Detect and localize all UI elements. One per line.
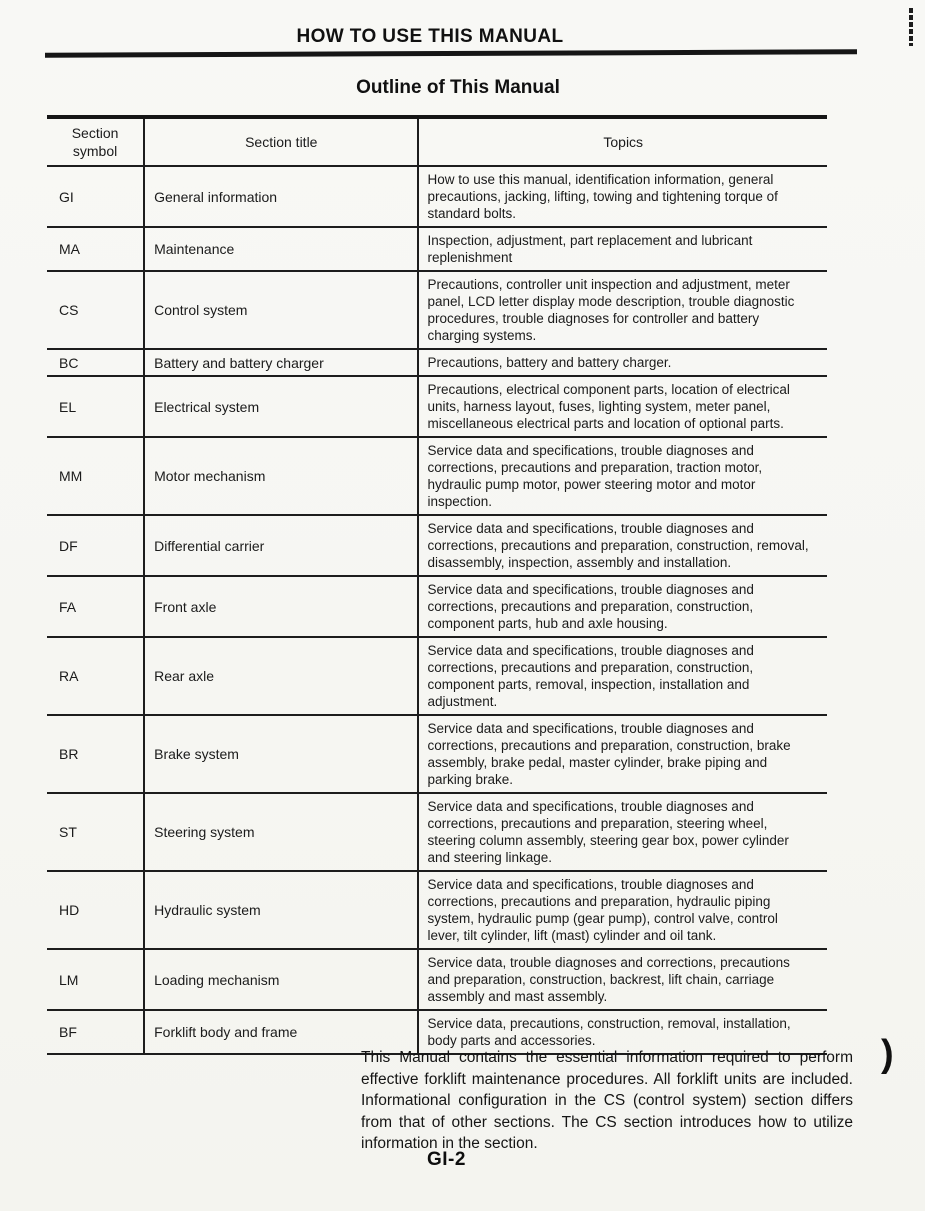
section-symbol-cell: MM (47, 437, 144, 515)
page-number: GI-2 (427, 1149, 466, 1170)
section-symbol-cell: BF (47, 1010, 144, 1054)
topics-cell: Service data and specifications, trouble diagnoses and corrections, precautions and preparation, hydraulic piping system, hydraulic pump (gear pump), control valve, control lever, tilt cylinder, lift (mast) cylinder and oil tank. (418, 871, 827, 949)
header-divider (45, 49, 857, 58)
section-symbol-cell: EL (47, 376, 144, 437)
topics-cell: Service data, precautions, construction, removal, installation, body parts and accessories. (418, 1010, 827, 1054)
section-symbol-cell: FA (47, 576, 144, 637)
table-row (47, 227, 827, 271)
table-row (47, 349, 827, 376)
scan-artifact-dash (909, 8, 913, 46)
topics-cell: Service data and specifications, trouble diagnoses and corrections, precautions and preparation, traction motor, hydraulic pump motor, power steering motor and motor inspection. (418, 437, 827, 515)
section-symbol-cell: MA (47, 227, 144, 271)
topics-cell: Precautions, battery and battery charger. (418, 349, 827, 376)
section-title-cell: Forklift body and frame (144, 1010, 418, 1054)
binding-mark-icon: ) (881, 1033, 894, 1075)
column-header-section-symbol: Section symbol (47, 117, 144, 166)
topics-cell: Service data and specifications, trouble diagnoses and corrections, precautions and preparation, construction, component parts, removal, inspection, installation and adjustment. (418, 637, 827, 715)
topics-cell: Service data and specifications, trouble diagnoses and corrections, precautions and preparation, steering wheel, steering column assembly, steering gear box, power cylinder and steering linkage. (418, 793, 827, 871)
table-row (47, 715, 827, 793)
table-row (47, 871, 827, 949)
section-title-cell: Loading mechanism (144, 949, 418, 1010)
topics-cell: Service data and specifications, trouble diagnoses and corrections, precautions and preparation, construction, component parts, hub and axle housing. (418, 576, 827, 637)
section-symbol-cell: BR (47, 715, 144, 793)
section-title-cell: Steering system (144, 793, 418, 871)
table-row (47, 437, 827, 515)
section-symbol-cell: ST (47, 793, 144, 871)
outline-table (47, 115, 827, 1055)
section-title-cell: Front axle (144, 576, 418, 637)
page-header-title: HOW TO USE THIS MANUAL (296, 26, 564, 47)
section-symbol-cell: HD (47, 871, 144, 949)
topics-cell: Precautions, electrical component parts, location of electrical units, harness layout, fuses, lighting system, meter panel, miscellaneous electrical parts and location of optional parts. (418, 376, 827, 437)
section-symbol-cell: GI (47, 166, 144, 227)
section-symbol-cell: CS (47, 271, 144, 349)
table-row (47, 576, 827, 637)
section-symbol-cell: DF (47, 515, 144, 576)
column-header-topics: Topics (418, 117, 827, 166)
section-title-cell: Battery and battery charger (144, 349, 418, 376)
topics-cell: Service data and specifications, trouble diagnoses and corrections, precautions and preparation, construction, brake assembly, brake pedal, master cylinder, brake piping and parking brake. (418, 715, 827, 793)
section-symbol-cell: RA (47, 637, 144, 715)
table-row (47, 949, 827, 1010)
topics-cell: Precautions, controller unit inspection and adjustment, meter panel, LCD letter display mode description, trouble diagnostic procedures, trouble diagnoses for controller and battery charging systems. (418, 271, 827, 349)
closing-note: This Manual contains the essential information required to perform effective forklift maintenance procedures. All forklift units are included. Informational configuration in the CS (control system) section differs from that of other sections. The CS section introduces how to utilize information in the section. (361, 1049, 853, 1152)
topics-cell: Service data, trouble diagnoses and corrections, precautions and preparation, construction, backrest, lift chain, carriage assembly and mast assembly. (418, 949, 827, 1010)
section-title-cell: Control system (144, 271, 418, 349)
table-row (47, 376, 827, 437)
section-title-cell: Differential carrier (144, 515, 418, 576)
section-title-cell: Rear axle (144, 637, 418, 715)
table-row (47, 637, 827, 715)
section-symbol-cell: LM (47, 949, 144, 1010)
section-title-cell: Hydraulic system (144, 871, 418, 949)
section-title-cell: Maintenance (144, 227, 418, 271)
topics-cell: How to use this manual, identification information, general precautions, jacking, lifting, towing and tightening torque of standard bolts. (418, 166, 827, 227)
table-row (47, 271, 827, 349)
section-title-cell: Motor mechanism (144, 437, 418, 515)
table-header-row (47, 117, 827, 166)
section-title-cell: Brake system (144, 715, 418, 793)
table-row (47, 515, 827, 576)
table-row (47, 793, 827, 871)
column-header-section-title: Section title (144, 117, 418, 166)
topics-cell: Service data and specifications, trouble diagnoses and corrections, precautions and preparation, construction, removal, disassembly, inspection, assembly and installation. (418, 515, 827, 576)
section-symbol-cell: BC (47, 349, 144, 376)
section-title-cell: General information (144, 166, 418, 227)
topics-cell: Inspection, adjustment, part replacement and lubricant replenishment (418, 227, 827, 271)
table-row (47, 166, 827, 227)
outline-section-title: Outline of This Manual (356, 77, 560, 98)
section-title-cell: Electrical system (144, 376, 418, 437)
